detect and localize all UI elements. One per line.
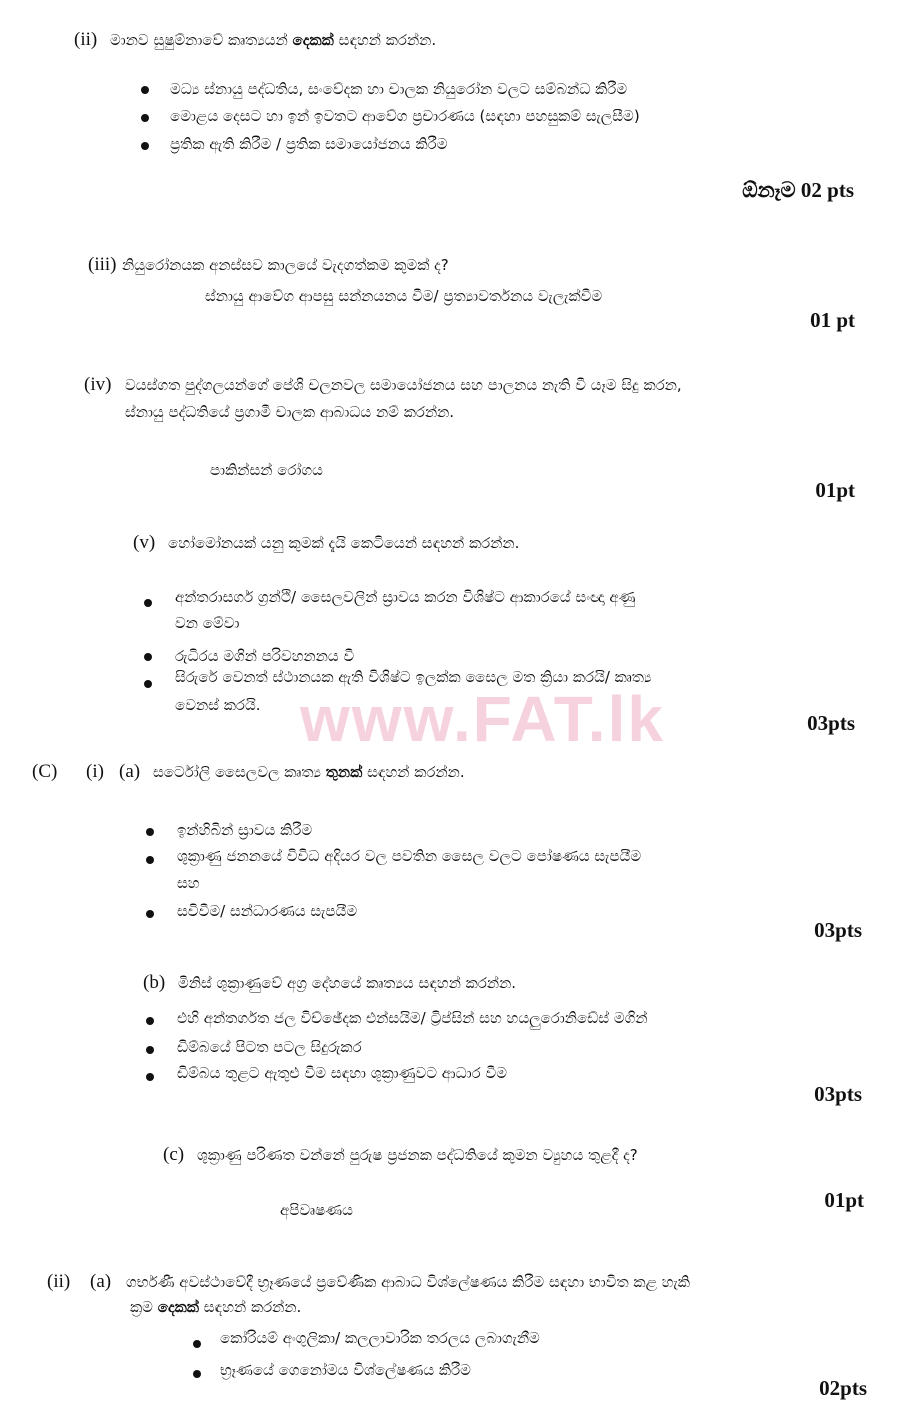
question-label: (v) bbox=[133, 532, 156, 553]
question-text: ශුක්‍රාණු පරිණත වන්නේ පුරුෂ ප්‍රජනක පද්ධතියේ කුමන ව්‍යුහය තුළදී ද? bbox=[197, 1146, 638, 1164]
answer-item: ඩිම්බය තුළට ඇතුළු වීම සඳහා ශුක්‍රාණුවට ආධාර වීම bbox=[177, 1064, 508, 1082]
question-emphasis: දෙකක් bbox=[292, 31, 334, 49]
bullet-icon bbox=[146, 828, 154, 836]
bullet-icon bbox=[193, 1340, 201, 1348]
points-label: 01pt bbox=[824, 1188, 864, 1212]
points-label: 03pts bbox=[814, 1082, 862, 1106]
subquestion-label: (a) bbox=[119, 761, 141, 782]
answer-item: සවිවීම/ සන්ධාරණය සැපයීම bbox=[177, 902, 358, 920]
points-label: 03pts bbox=[814, 918, 862, 942]
answer-item: ඩිම්බයේ පිටත පටල සිදුරුකර bbox=[177, 1038, 362, 1056]
bullet-icon bbox=[144, 680, 152, 688]
question-emphasis: දෙකක් bbox=[157, 1298, 199, 1316]
bullet-icon bbox=[146, 910, 154, 918]
bullet-icon bbox=[141, 142, 149, 150]
question-part: සඳහන් කරන්න. bbox=[198, 1298, 302, 1316]
bullet-icon bbox=[146, 1073, 154, 1081]
question-emphasis: තුනක් bbox=[325, 763, 363, 781]
answer-item: එහි අන්තර්ගත ජල විච්ඡේදක එන්සයිම/ ට්‍රිප්සින් සහ හයලුරොනිඩේස් මගින් bbox=[177, 1009, 648, 1027]
question-label: (i) bbox=[86, 761, 104, 782]
points-label: 02pts bbox=[819, 1376, 867, 1400]
points-label: 01pt bbox=[815, 478, 855, 502]
answer-item: භ්‍රෑණයේ ගෙනෝමය විශ්ලේෂණය කිරීම bbox=[220, 1361, 471, 1379]
subquestion-label: (a) bbox=[90, 1271, 112, 1292]
answer-text: අපිවෘෂණය bbox=[280, 1201, 353, 1219]
bullet-icon bbox=[141, 114, 149, 122]
bullet-icon bbox=[144, 653, 152, 661]
watermark: www.FAT.lk bbox=[300, 683, 665, 755]
answer-item-continued: වන මේවා bbox=[175, 614, 240, 632]
question-text: මිනිස් ශුක්‍රාණුවේ අග්‍ර දේහයේ කෘත්‍යය සඳහන් කරන්න. bbox=[178, 974, 517, 992]
bullet-icon bbox=[146, 856, 154, 864]
bullet-icon bbox=[146, 1017, 154, 1025]
answer-text: පාකින්සන් රෝගය bbox=[210, 461, 323, 479]
answer-item: ශුක්‍රාණු ජනනයේ විවිධ අදියර වල පවතින සෛල වලට පෝෂණය සැපයීම bbox=[177, 847, 642, 865]
answer-item: සිරුරේ වෙනත් ස්ථානයක ඇති විශිෂ්ට ඉලක්ක සෛල මත ක්‍රියා කරයි/ කෘත්‍ය bbox=[175, 668, 652, 686]
answer-item: මොළය දෙසට හා ඉන් ඉවතට ආවේග ප්‍රචාරණය (සඳහා පහසුකම් සැලසීම) bbox=[170, 107, 640, 125]
question-part: ක්‍රම bbox=[130, 1298, 158, 1316]
points-label: ඕනෑම 02 pts bbox=[742, 178, 854, 202]
question-label: (iv) bbox=[84, 374, 112, 395]
bullet-icon bbox=[141, 86, 149, 94]
points-label: 03pts bbox=[807, 711, 855, 735]
question-text: නියුරෝනයක අනස්සව කාලයේ වැදගත්කම කුමක් ද? bbox=[122, 256, 449, 274]
question-label: (ii) bbox=[74, 29, 98, 50]
points-label: 01 pt bbox=[810, 308, 855, 332]
answer-item: මධ්‍ය ස්නායු පද්ධතිය, සංවේදක හා චාලක නියුරෝන වලට සම්බන්ධ කිරීම bbox=[170, 80, 628, 98]
answer-item: කෝරියම් අංගුලිකා/ කලලාවාරික තරලය ලබාගැනීම bbox=[220, 1329, 540, 1347]
subquestion-label: (c) bbox=[163, 1144, 185, 1165]
section-label: (C) bbox=[32, 761, 58, 782]
question-label: (ii) bbox=[47, 1271, 71, 1292]
bullet-icon bbox=[144, 599, 152, 607]
question-text bbox=[130, 1296, 301, 1318]
question-text: ස්නායු පද්ධතියේ ප්‍රගාමී චාලක ආබාධය නම් කරන්න. bbox=[125, 403, 455, 421]
question-part: සඳහන් කරන්න. bbox=[362, 763, 465, 781]
question-part: සඳහන් කරන්න. bbox=[333, 31, 437, 49]
answer-item: රුධිරය මගින් පරිවහනනය වී bbox=[175, 647, 355, 665]
question-part: සර්ටෝලි සෛලවල කෘත්‍ය bbox=[153, 763, 326, 781]
question-part: මානව සුෂුම්නාවේ කෘත්‍යයන් bbox=[110, 31, 293, 49]
question-text: වයස්ගත පුද්ගලයන්ගේ පේශි චලනවල සමායෝජනය සහ පාලනය නැති වී යෑම සිදු කරන, bbox=[125, 376, 682, 394]
bullet-icon bbox=[193, 1370, 201, 1378]
bullet-icon bbox=[146, 1046, 154, 1054]
question-label: (iii) bbox=[88, 254, 117, 275]
answer-item-continued: සහ bbox=[177, 874, 200, 892]
question-text bbox=[153, 761, 465, 783]
answer-item: ප්‍රතික ඇති කිරීම / ප්‍රතික සමායෝජනය කිරීම bbox=[170, 135, 448, 153]
question-text: හෝමෝනයක් යනු කුමක් දැයි කෙටියෙන් සඳහන් කරන්න. bbox=[168, 534, 520, 552]
subquestion-label: (b) bbox=[143, 972, 166, 993]
answer-item: ඉන්හිබින් ස්‍රාවය කිරීම bbox=[177, 821, 313, 839]
answer-item: අන්තරාසර්ග ග්‍රන්ථි/ සෛලවලින් ස්‍රාවය කරන විශිෂ්ට ආකාරයේ සංඥා අණු bbox=[175, 588, 636, 606]
question-text bbox=[110, 29, 436, 51]
answer-text: ස්නායු ආවේග ආපසු සන්නයනය වීම/ ප්‍රත්‍යාවර්තනය වැලැක්වීම bbox=[205, 287, 603, 305]
question-text: ගර්භණී අවස්ථාවේදී භ්‍රෑණයේ ප්‍රවේණික ආබාධ විශ්ලේෂණය කිරීම සඳහා භාවිත කළ හැකි bbox=[126, 1273, 690, 1291]
answer-item-continued: වෙනස් කරයි. bbox=[175, 696, 261, 714]
